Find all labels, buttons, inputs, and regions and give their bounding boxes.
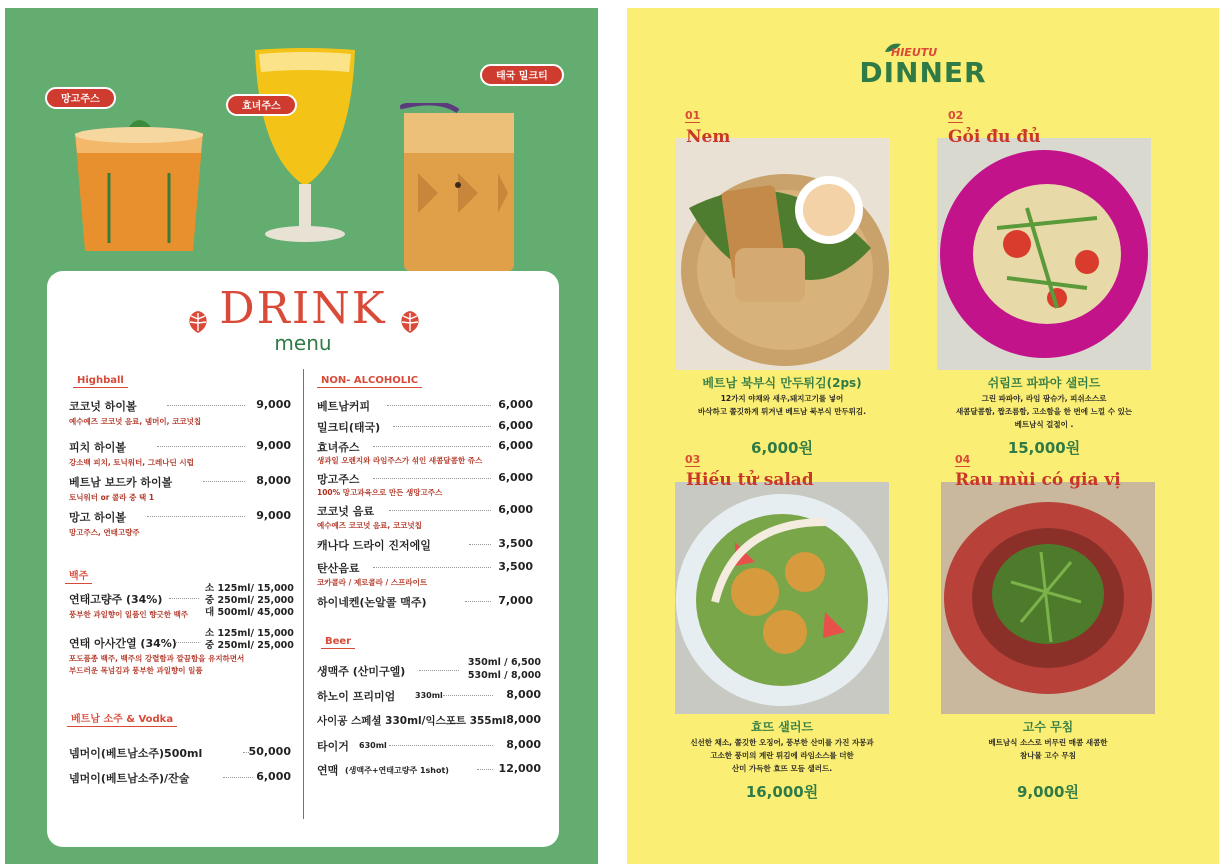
dish-number: 01 xyxy=(685,109,701,122)
menu-item-price: 6,000 xyxy=(498,398,533,411)
menu-item-name: 코코넛 하이볼 xyxy=(69,400,137,413)
section-non-alcoholic: NON- ALCOHOLIC xyxy=(317,375,422,388)
price-line: 소 125ml/ 15,000 xyxy=(205,583,294,594)
coriander-salad-photo xyxy=(941,482,1155,714)
menu-item-price: 8,000 xyxy=(256,474,291,487)
price-line: 350ml / 6,500 xyxy=(467,657,541,668)
menu-item-name: 생맥주 (산미구엘) xyxy=(317,665,406,678)
milk-tea-tag: 태국 밀크티 xyxy=(480,64,564,86)
dish-title: 고수 무침 xyxy=(1022,720,1074,734)
dot-leader xyxy=(169,598,199,599)
dish-desc: 고소한 풍미의 계란 튀김에 라임소스를 더한 xyxy=(710,751,854,760)
menu-item-desc: 생과일 오렌지와 라임주스가 섞인 새콤달콤한 쥬스 xyxy=(317,456,483,465)
dish-number: 04 xyxy=(955,453,971,466)
dinner-page xyxy=(627,8,1219,864)
mango-juice-tag: 망고주스 xyxy=(45,87,116,109)
dot-leader xyxy=(373,446,491,447)
mango-juice-photo xyxy=(69,113,209,253)
menu-item-price: 12,000 xyxy=(498,762,541,775)
dot-leader xyxy=(389,510,491,511)
menu-item-name: 넴머이(베트남소주)/잔술 xyxy=(69,772,190,785)
menu-item-name: 베트남커피 xyxy=(317,400,371,413)
price-line: 대 500ml/ 45,000 xyxy=(205,607,294,618)
menu-item-price: 6,000 xyxy=(498,439,533,452)
menu-item-name: 캐나다 드라이 진저에일 xyxy=(317,539,431,552)
price-line: 중 250ml/ 25,000 xyxy=(205,640,294,651)
menu-item-desc: 부드러운 목넘김과 풍부한 과일향이 일품 xyxy=(69,666,203,675)
menu-item-desc: 강소백 피치, 토닉워터, 그레나딘 시럽 xyxy=(69,458,194,467)
menu-item-price: 6,000 xyxy=(498,419,533,432)
papaya-salad-photo xyxy=(937,138,1151,370)
dinner-title: DINNER xyxy=(859,56,987,89)
price-line: 소 125ml/ 15,000 xyxy=(205,628,294,639)
menu-item-name: 효녀쥬스 xyxy=(317,441,360,454)
dish-price: 9,000원 xyxy=(1017,783,1079,801)
menu-item-price: 9,000 xyxy=(256,398,291,411)
menu-item-volume: (생맥주+연태고량주 1shot) xyxy=(345,766,449,775)
menu-item-desc: 토닉워터 or 콜라 중 택 1 xyxy=(69,493,155,502)
menu-item-name: 코코넛 음료 xyxy=(317,505,374,518)
drink-page xyxy=(5,8,598,864)
dish-desc: 신선한 채소, 쫄깃한 오징어, 풍부한 산미를 가진 자몽과 xyxy=(690,738,874,747)
menu-item-desc: 코카콜라 / 제로콜라 / 스프라이트 xyxy=(317,578,428,587)
dish-title: 베트남 북부식 만두튀김(2ps) xyxy=(702,376,862,390)
dish-desc: 베트남식 걸절이 . xyxy=(1014,420,1074,429)
section-highball: Highball xyxy=(73,375,128,388)
dish-price: 16,000원 xyxy=(745,783,819,801)
menu-item-price: 9,000 xyxy=(256,509,291,522)
dot-leader xyxy=(167,405,245,406)
drink-menu-card xyxy=(47,271,559,847)
menu-item-desc: 망고주스, 연태고량주 xyxy=(69,528,140,537)
menu-item-name: 망고주스 xyxy=(317,473,360,486)
menu-item-price: 8,000 xyxy=(506,738,541,751)
menu-item-price: 8,000 xyxy=(506,688,541,701)
section-beer: Beer xyxy=(321,636,355,649)
dot-leader xyxy=(147,516,245,517)
hieutu-salad-photo xyxy=(675,482,889,714)
dish-number: 03 xyxy=(685,453,701,466)
milk-tea-photo xyxy=(398,103,520,271)
dot-leader xyxy=(477,769,493,770)
menu-item-name: 베트남 보드카 하이볼 xyxy=(69,476,173,489)
dot-leader xyxy=(203,481,245,482)
menu-item-name: 연태고량주 (34%) xyxy=(69,593,163,606)
column-divider xyxy=(303,369,304,819)
menu-item-desc: 풍부한 과일향이 일품인 향긋한 백주 xyxy=(69,610,189,619)
menu-item-desc: 100% 망고과육으로 만든 생망고주스 xyxy=(317,488,443,497)
menu-item-volume: 330ml xyxy=(415,691,443,700)
dish-name: Gỏi đu đủ xyxy=(948,127,1041,147)
dot-leader xyxy=(373,478,491,479)
dot-leader xyxy=(443,695,493,696)
hyonyeo-juice-photo xyxy=(251,46,359,246)
menu-item-name: 탄산음료 xyxy=(317,562,360,575)
menu-item-price: 3,500 xyxy=(498,560,533,573)
dish-desc: 베트남식 소스로 버무린 매콤 새콤한 xyxy=(988,738,1108,747)
hyonyeo-juice-tag: 효녀주스 xyxy=(226,94,297,116)
dot-leader xyxy=(157,446,245,447)
price-line: 530ml / 8,000 xyxy=(467,670,541,681)
section-vietnam-soju: 베트남 소주 & Vodka xyxy=(67,710,177,727)
menu-item-volume: 630ml xyxy=(359,741,387,750)
dot-leader xyxy=(387,405,491,406)
price-line: 중 250ml/ 25,000 xyxy=(205,595,294,606)
dish-name: Nem xyxy=(686,127,731,147)
dot-leader xyxy=(393,426,491,427)
menu-item-name: 사이공 스페셜 330ml/익스포트 355ml xyxy=(317,715,507,727)
dish-price: 6,000원 xyxy=(751,439,813,457)
menu-item-price: 3,500 xyxy=(498,537,533,550)
dish-title: 효뜨 샐러드 xyxy=(750,720,814,734)
dot-leader xyxy=(373,567,491,568)
menu-item-name: 타이거 xyxy=(317,740,349,753)
dish-price: 15,000원 xyxy=(1007,439,1081,457)
menu-item-name: 밀크티(태국) xyxy=(317,421,381,434)
menu-item-price: 7,000 xyxy=(498,594,533,607)
menu-item-price: 50,000 xyxy=(248,745,291,758)
menu-item-name: 피치 하이볼 xyxy=(69,441,126,454)
menu-item-name: 넴머이(베트남소주)500ml xyxy=(69,747,203,760)
dot-leader xyxy=(389,745,493,746)
menu-item-desc: 예수예즈 코코넛 음료, 넴머이, 코코넛칩 xyxy=(69,417,202,426)
menu-item-price: 8,000 xyxy=(506,713,541,726)
dish-desc: 참나물 고수 무침 xyxy=(1020,751,1076,760)
menu-item-name: 하노이 프리미엄 xyxy=(317,690,396,703)
dish-desc: 그린 파파야, 라임 팜슈가, 피쉬소스로 xyxy=(981,394,1107,403)
dish-desc: 12가지 야채와 새우,돼지고기를 넣어 xyxy=(720,394,844,403)
menu-item-desc: 포도품종 백주, 백주의 강렬함과 깔끔함을 유지하면서 xyxy=(69,654,245,663)
dish-number: 02 xyxy=(948,109,964,122)
logo-wordmark: HIEUTU xyxy=(891,46,938,59)
menu-item-price: 6,000 xyxy=(498,503,533,516)
menu-item-name: 하이네켄(논알콜 맥주) xyxy=(317,596,427,609)
dish-desc: 산미 가득한 효뜨 모듬 샐러드. xyxy=(731,764,833,773)
menu-item-name: 연맥 xyxy=(317,764,339,777)
menu-item-price: 6,000 xyxy=(498,471,533,484)
dot-leader xyxy=(175,642,199,643)
section-baijiu: 백주 xyxy=(65,567,92,584)
dish-name: Hiếu tử salad xyxy=(686,470,814,490)
menu-item-price: 6,000 xyxy=(256,770,291,783)
drink-title: DRINK xyxy=(219,283,387,334)
menu-item-name: 연태 아사간열 (34%) xyxy=(69,637,177,650)
menu-item-name: 망고 하이볼 xyxy=(69,511,126,524)
menu-subtitle: menu xyxy=(274,331,332,355)
nem-photo xyxy=(675,138,889,370)
dish-desc: 바삭하고 쫄깃하게 튀겨낸 베트남 북부식 만두튀김. xyxy=(697,407,867,416)
menu-item-price: 9,000 xyxy=(256,439,291,452)
dish-desc: 새콤달콤함, 짭조름함, 고소함을 한 번에 느낄 수 있는 xyxy=(955,407,1133,416)
dish-name: Rau mùi có gia vị xyxy=(955,470,1121,490)
dish-title: 쉬림프 파파야 샐러드 xyxy=(987,376,1101,390)
menu-item-desc: 예수예즈 코코넛 음료, 코코넛칩 xyxy=(317,521,422,530)
